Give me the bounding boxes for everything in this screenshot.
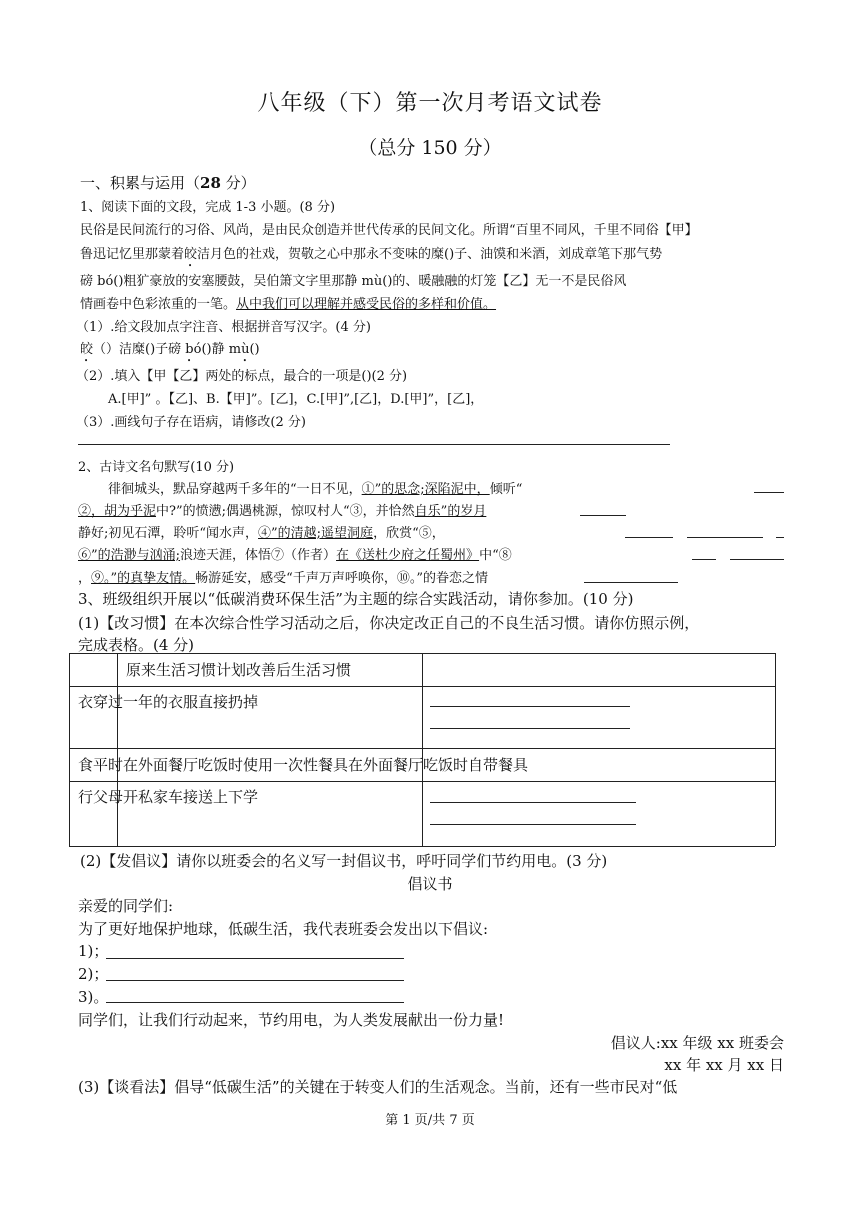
dotted-char: ù bbox=[241, 342, 250, 357]
letter-date: xx 年 xx 月 xx 日 bbox=[664, 1056, 784, 1074]
blank[interactable] bbox=[754, 491, 784, 493]
table-row-clothing: 衣穿过一年的衣服直接扔掉 bbox=[78, 693, 259, 711]
answer-text: ó()静 m bbox=[193, 342, 242, 357]
blank[interactable] bbox=[730, 558, 784, 560]
q1-intro: 1、阅读下面的文段，完成 1-3 小题。(8 分) bbox=[80, 200, 336, 215]
proposal-item-3: 3)。 bbox=[78, 988, 109, 1006]
answer-line[interactable] bbox=[430, 728, 630, 729]
q1-sub2: （2）.填入【甲【乙】两处的标点，最合的一项是()(2 分) bbox=[76, 369, 408, 384]
q2-line4-underline: ⑥”的浩渺与汹涌; bbox=[78, 548, 181, 563]
table-border bbox=[69, 846, 775, 847]
q3-sub1-line1: (1)【改习惯】在本次综合性学习活动之后，你决定改正自己的不良生活习惯。请你仿照示例， bbox=[78, 614, 700, 632]
blank[interactable] bbox=[687, 536, 763, 538]
q2-line5-b: 畅游延安，感受“千声万声呼唤你，⑩。”的眷恋之情 bbox=[195, 571, 488, 586]
q1-sub2-options: A.[甲]” 。【乙]、B.【甲]”。[乙]，C.[甲]”,[乙]，D.[甲]”，[乙]， bbox=[108, 392, 484, 407]
table-header: 原来生活习惯计划改善后生活习惯 bbox=[126, 661, 352, 679]
letter-signer: 倡议人:xx 年级 xx 班委会 bbox=[610, 1034, 784, 1052]
q1-passage-line3: 磅 bó()粗犷豪放的安塞腰鼓，吴伯箫文字里那静 mù()的、暖融融的灯笼【乙】无一不是民俗风 bbox=[80, 274, 627, 289]
q2-line3 bbox=[78, 522, 445, 541]
proposal-item-1: 1)； bbox=[78, 942, 109, 960]
blank[interactable] bbox=[776, 536, 784, 538]
q2-line4-a: 浪迹天涯，体悟⑦（作者） bbox=[180, 548, 337, 563]
answer-line[interactable] bbox=[430, 802, 636, 803]
q2-line2-a: 中?”的愤懑;偶遇桃源，惊叹村人“③，并恰然 bbox=[156, 504, 415, 519]
q2-line5-underline: ⑨。”的真挚友情。 bbox=[91, 571, 196, 586]
q2-line2-underline: ②，胡为乎泥 bbox=[78, 504, 157, 519]
page-title: 八年级（下）第一次月考语文试卷 bbox=[257, 91, 603, 116]
q2-line1-underline: ①”的思念;深陷泥中， bbox=[361, 482, 490, 497]
q2-line4 bbox=[78, 544, 512, 563]
q2-line2-underline2: 自乐”的岁月 bbox=[414, 504, 487, 519]
proposal-item-2: 2)； bbox=[78, 965, 109, 983]
q3-heading: 3、班级组织开展以“低碳消费环保生活”为主题的综合实践活动，请你参加。(10 分) bbox=[78, 590, 634, 608]
q1-passage-line1: 民俗是民间流行的习俗、风尚，是由民众创造并世代传承的民间文化。所谓“百里不同风，千里不同俗【甲】 bbox=[80, 223, 698, 238]
section-heading-score: 28 bbox=[200, 174, 221, 192]
blank[interactable] bbox=[584, 581, 678, 583]
blank[interactable] bbox=[692, 558, 716, 560]
q2-line1 bbox=[108, 478, 522, 497]
answer-line[interactable] bbox=[430, 706, 630, 707]
q2-line3-underline: ④”的清越;遥望洞庭 bbox=[258, 526, 374, 541]
table-border bbox=[775, 653, 776, 846]
q1-sub3: （3）.画线句子存在语病，请修改(2 分) bbox=[76, 415, 306, 430]
letter-title: 倡议书 bbox=[407, 875, 453, 893]
q1-passage-line2-b: 洁月色的社戏，贺敬之心中那永不变味的糜()子、油馍和米酒，刘成章笔下那气势 bbox=[197, 247, 663, 262]
section-heading bbox=[80, 172, 256, 193]
q2-line1-b: 倾听“ bbox=[489, 482, 523, 497]
q2-line1-a: 徘徊城头，默品穿越两千多年的“一日不见， bbox=[108, 482, 362, 497]
answer-line[interactable] bbox=[78, 444, 670, 445]
underlined-sentence: 从中我们可以理解并感受民俗的多样和价值。 bbox=[236, 297, 497, 312]
q1-passage-line2-a: 鲁迅记忆里那蒙着 bbox=[80, 247, 185, 262]
q1-passage-line4 bbox=[80, 293, 496, 312]
dotted-char: b bbox=[185, 342, 194, 357]
q2-line3-a: 静好;初见石潭，聆听“闻水声， bbox=[78, 526, 259, 541]
blank[interactable] bbox=[625, 536, 673, 538]
q2-line3-b: ，欣赏“⑤， bbox=[373, 526, 445, 541]
q3-sub3: (3)【谈看法】倡导“低碳生活”的关键在于转变人们的生活观念。当前，还有一些市民对“低 bbox=[78, 1078, 678, 1096]
table-border bbox=[69, 653, 70, 846]
q1-sub1-answer-line bbox=[80, 338, 260, 365]
letter-closing: 同学们，让我们行动起来，节约用电，为人类发展献出一份力量! bbox=[78, 1011, 505, 1029]
answer-line[interactable] bbox=[106, 958, 404, 959]
table-border bbox=[117, 653, 118, 846]
section-heading-c: 分） bbox=[220, 174, 256, 192]
dotted-char: 皎 bbox=[80, 342, 94, 357]
q2-line4-underline2: 在《送杜少府之任蜀州》 bbox=[336, 548, 480, 563]
total-score: （总分 150 分） bbox=[358, 137, 502, 159]
answer-text: () bbox=[249, 342, 260, 357]
q2-line4-b: 中“⑧ bbox=[479, 548, 512, 563]
q2-line2 bbox=[78, 500, 486, 519]
page-footer: 第 1 页/共 7 页 bbox=[385, 1113, 475, 1128]
table-row-food: 食平时在外面餐厅吃饭时使用一次性餐具在外面餐厅吃饭时自带餐具 bbox=[78, 756, 529, 774]
q1-passage-line2 bbox=[80, 243, 662, 270]
table-row-transport: 行父母开私家车接送上下学 bbox=[78, 788, 259, 806]
q1-sub1: （1）.给文段加点字注音、根据拼音写汉字。(4 分) bbox=[76, 320, 371, 335]
answer-line[interactable] bbox=[106, 1002, 404, 1003]
answer-line[interactable] bbox=[106, 980, 404, 981]
answer-line[interactable] bbox=[430, 824, 636, 825]
q3-sub2: (2)【发倡议】请你以班委会的名义写一封倡议书，呼吁同学们节约用电。(3 分) bbox=[80, 852, 608, 870]
q2-heading: 2、古诗文名句默写(10 分) bbox=[78, 460, 235, 475]
q1-passage-line4-a: 情画卷中色彩浓重的一笔。 bbox=[80, 297, 237, 312]
q2-line5 bbox=[78, 567, 488, 586]
q2-line5-a: ， bbox=[78, 571, 92, 586]
dotted-char: 皎 bbox=[184, 247, 198, 262]
letter-greeting: 亲爱的同学们: bbox=[78, 897, 174, 915]
answer-text: （）洁糜()子磅 bbox=[93, 342, 186, 357]
blank[interactable] bbox=[580, 514, 626, 516]
letter-intro: 为了更好地保护地球，低碳生活，我代表班委会发出以下倡议: bbox=[78, 920, 489, 938]
table-border bbox=[422, 653, 423, 846]
section-heading-a: 一、积累与运用（ bbox=[80, 174, 201, 192]
q3-sub1-line2: 完成表格。(4 分) bbox=[78, 636, 195, 654]
